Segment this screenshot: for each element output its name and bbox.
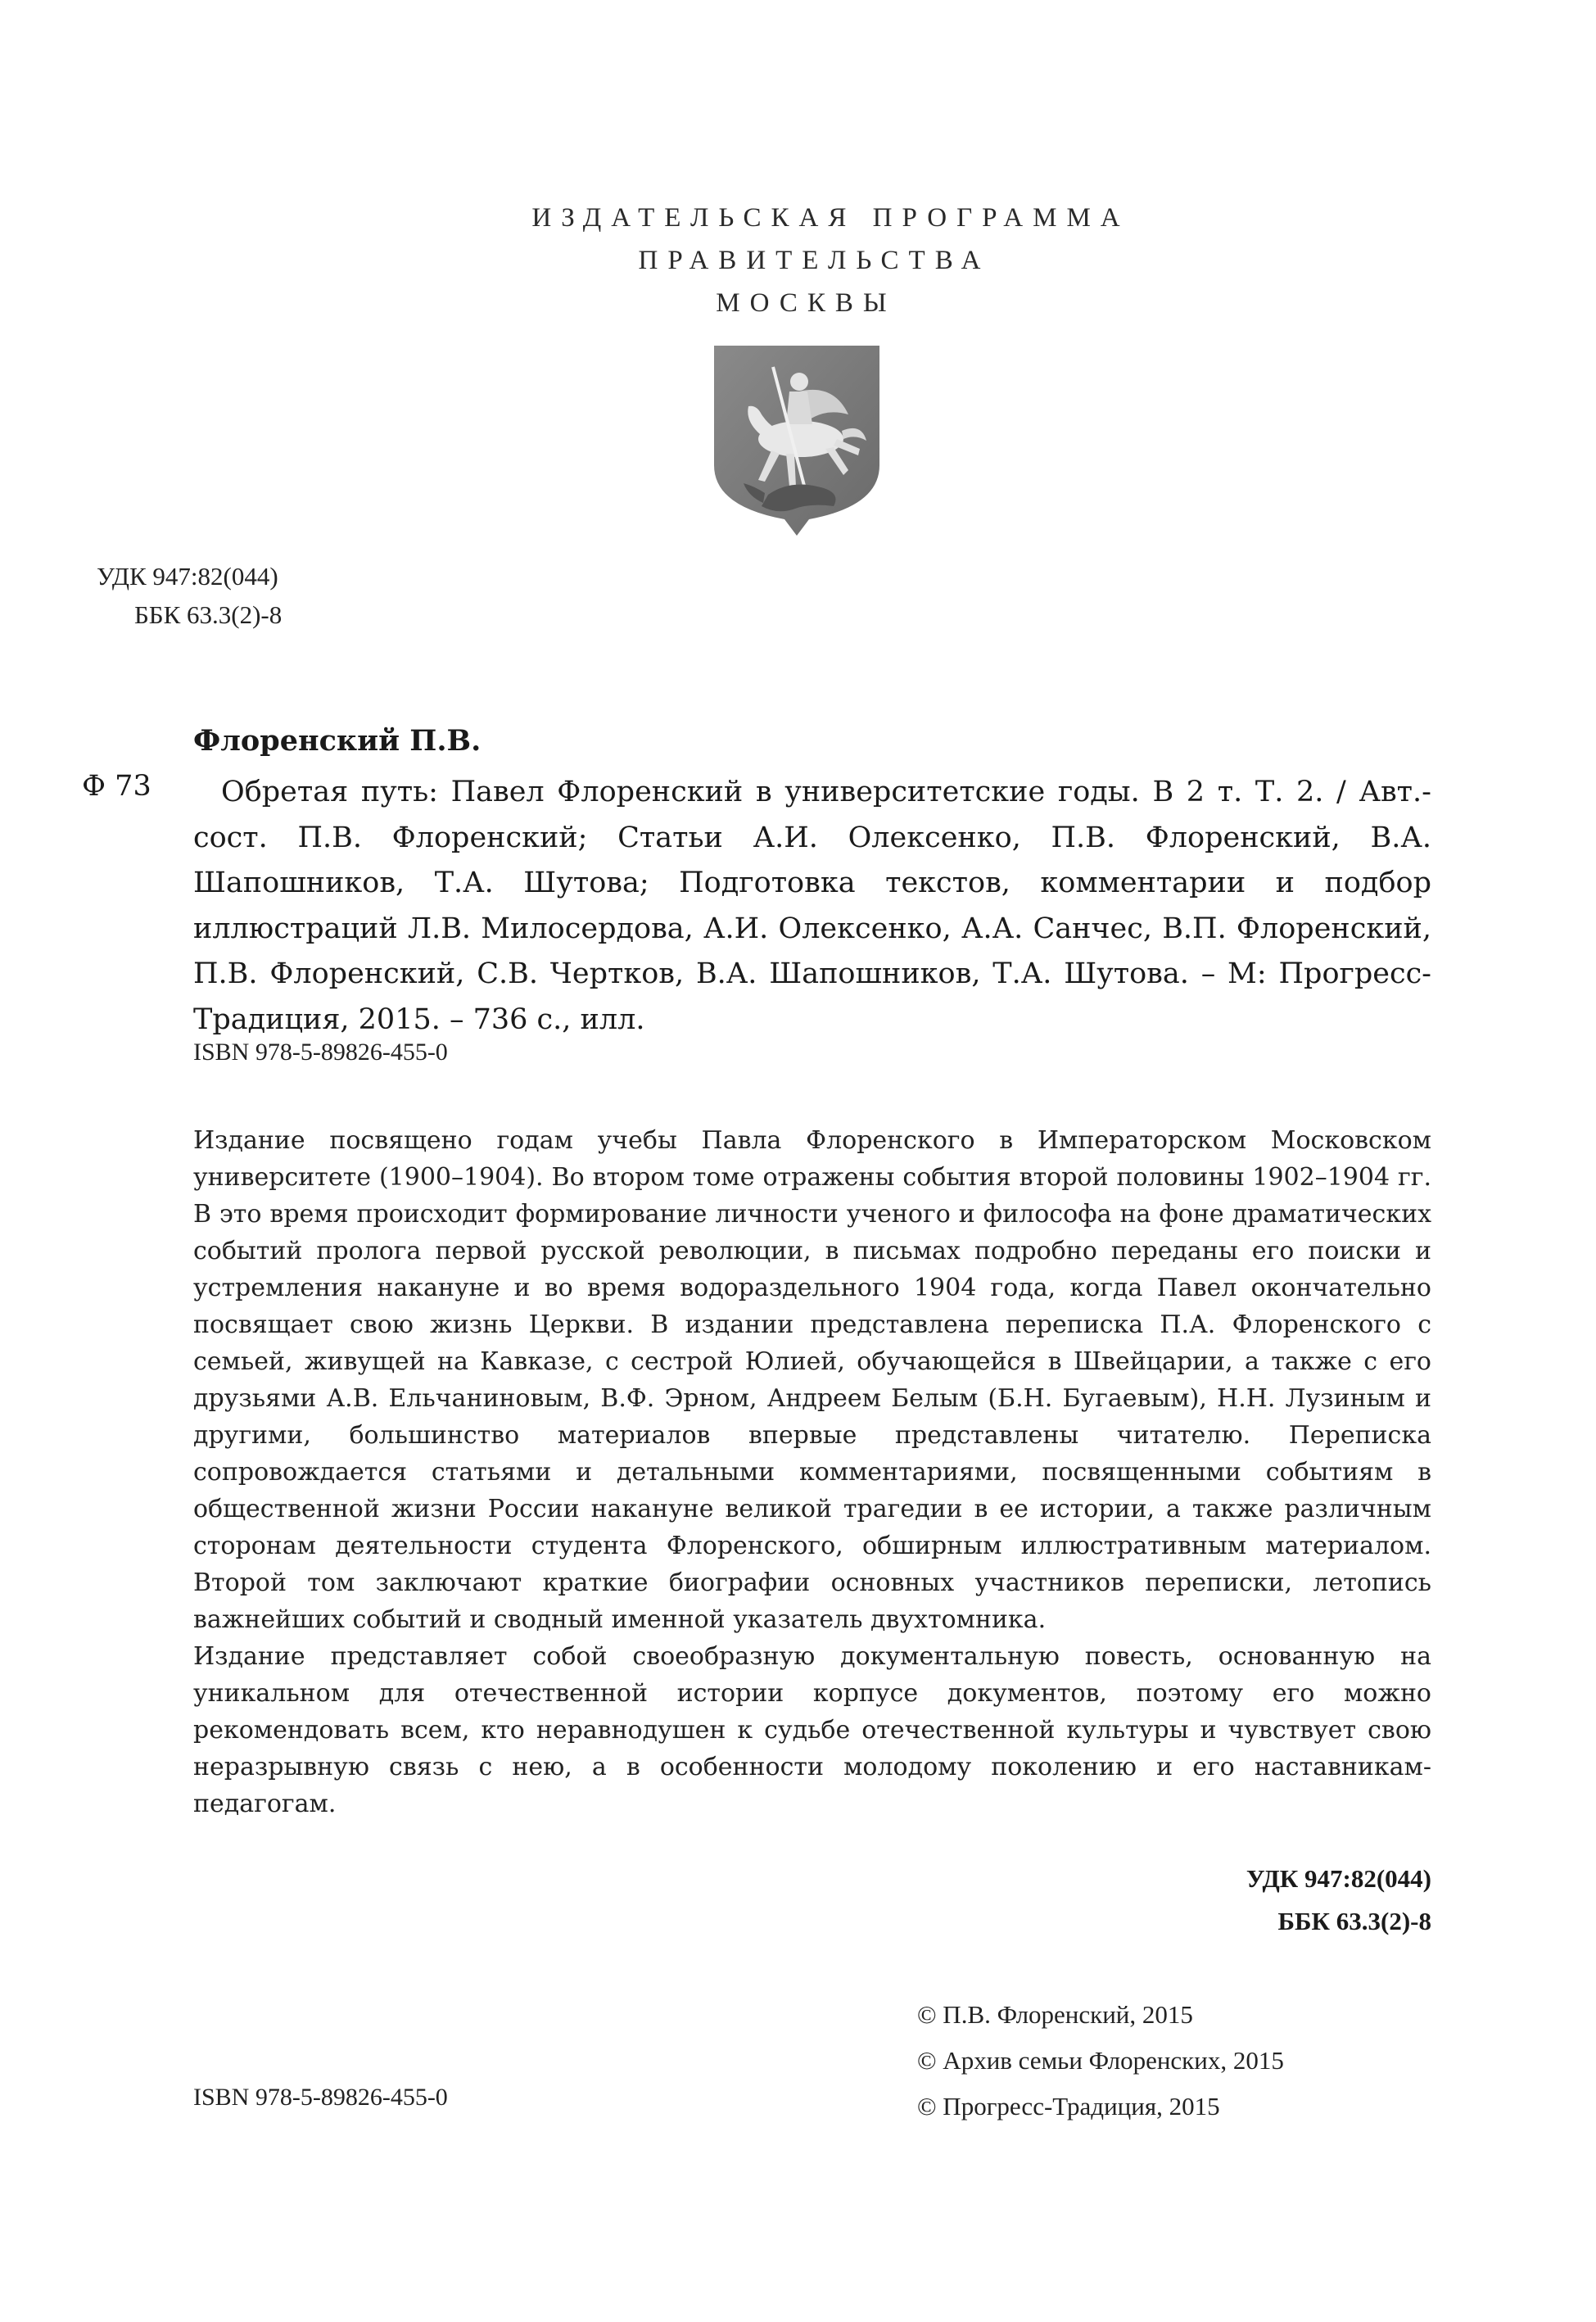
program-line-2: ПРАВИТЕЛЬСТВА — [638, 246, 991, 275]
classification-codes-bottom — [1246, 1858, 1431, 1943]
classification-codes-top — [97, 557, 282, 634]
program-line-1: ИЗДАТЕЛЬСКАЯ ПРОГРАММА — [531, 203, 1130, 233]
bibliographic-entry: Обретая путь: Павел Флоренский в университетские годы. В 2 т. Т. 2. / Авт.-сост. П.В. Флоренский; Статьи А.И. Олексенко, П.В. Флоренский, В.А. Шапошников, Т.А. Шутова; Подготовка текстов, комментарии и подбор иллюстраций Л.В. Милосердова, А.И. Олексенко, А.А. Санчес, В.П. Флоренский, П.В. Флоренский, С.В. Чертков, В.А. Шапошников, Т.А. Шутова. – М: Прогресс-Традиция, 2015. – 736 с., илл. — [193, 776, 1431, 1036]
author-heading: Флоренский П.В. — [193, 724, 482, 758]
annotation — [193, 1122, 1431, 1822]
publishing-program-header — [0, 205, 1596, 333]
catalog-number: Ф 73 — [82, 770, 151, 803]
copyright-line: © П.В. Флоренский, 2015 — [917, 2000, 1193, 2029]
isbn-entry: ISBN 978-5-89826-455-0 — [193, 1039, 448, 1066]
moscow-coat-of-arms-icon — [711, 342, 883, 537]
copyright-line: © Архив семьи Флоренских, 2015 — [917, 2046, 1284, 2075]
bbk-code-bottom: ББК 63.3(2)-8 — [1277, 1907, 1431, 1935]
udk-code-bottom: УДК 947:82(044) — [1246, 1864, 1431, 1893]
program-line-3: МОСКВЫ — [716, 288, 897, 318]
bbk-code: ББК 63.3(2)-8 — [134, 600, 283, 629]
annotation-paragraph-1: Издание посвящено годам учебы Павла Флоренского в Императорском Московском университете (1900–1904). Во втором томе отражены события второй половины 1902–1904 гг. В это время происходит формирование личности ученого и философа на фоне драматических событий пролога первой русской революции, в письмах подробно переданы его поиски и устремления накануне и во время водораздельного 1904 года, когда Павел окончательно посвящает свою жизнь Церкви. В издании представлена переписка П.А. Флоренского с семьей, живущей на Кавказе, с сестрой Юлией, обучающейся в Швейцарии, а также с его друзьями А.В. Ельчаниновым, В.Ф. Эрном, Андреем Белым (Б.Н. Бугаевым), Н.Н. Лузиным и другими, большинство материалов впервые представлены читателю. Переписка сопровождается статьями и детальными комментариями, посвященными событиям в общественной жизни России накануне великой трагедии в ее истории, а также различным сторонам деятельности студента Флоренского, обширным иллюстративным материалом. Второй том заключают краткие биографии основных участников переписки, летопись важнейших событий и сводный именной указатель двухтомника. — [193, 1126, 1431, 1634]
annotation-paragraph-2: Издание представляет собой своеобразную документальную повесть, основанную на уникальном для отечественной истории корпусе документов, поэтому его можно рекомендовать всем, кто неравнодушен к судьбе отечественной культуры и чувствует свою неразрывную связь с нею, а в особенности молодому поколению и его наставникам-педагогам. — [193, 1642, 1431, 1818]
copyright-line: © Прогресс-Традиция, 2015 — [917, 2092, 1220, 2121]
udk-code: УДК 947:82(044) — [97, 562, 278, 591]
isbn-bottom: ISBN 978-5-89826-455-0 — [193, 2084, 448, 2111]
copyright-block — [917, 1992, 1284, 2130]
